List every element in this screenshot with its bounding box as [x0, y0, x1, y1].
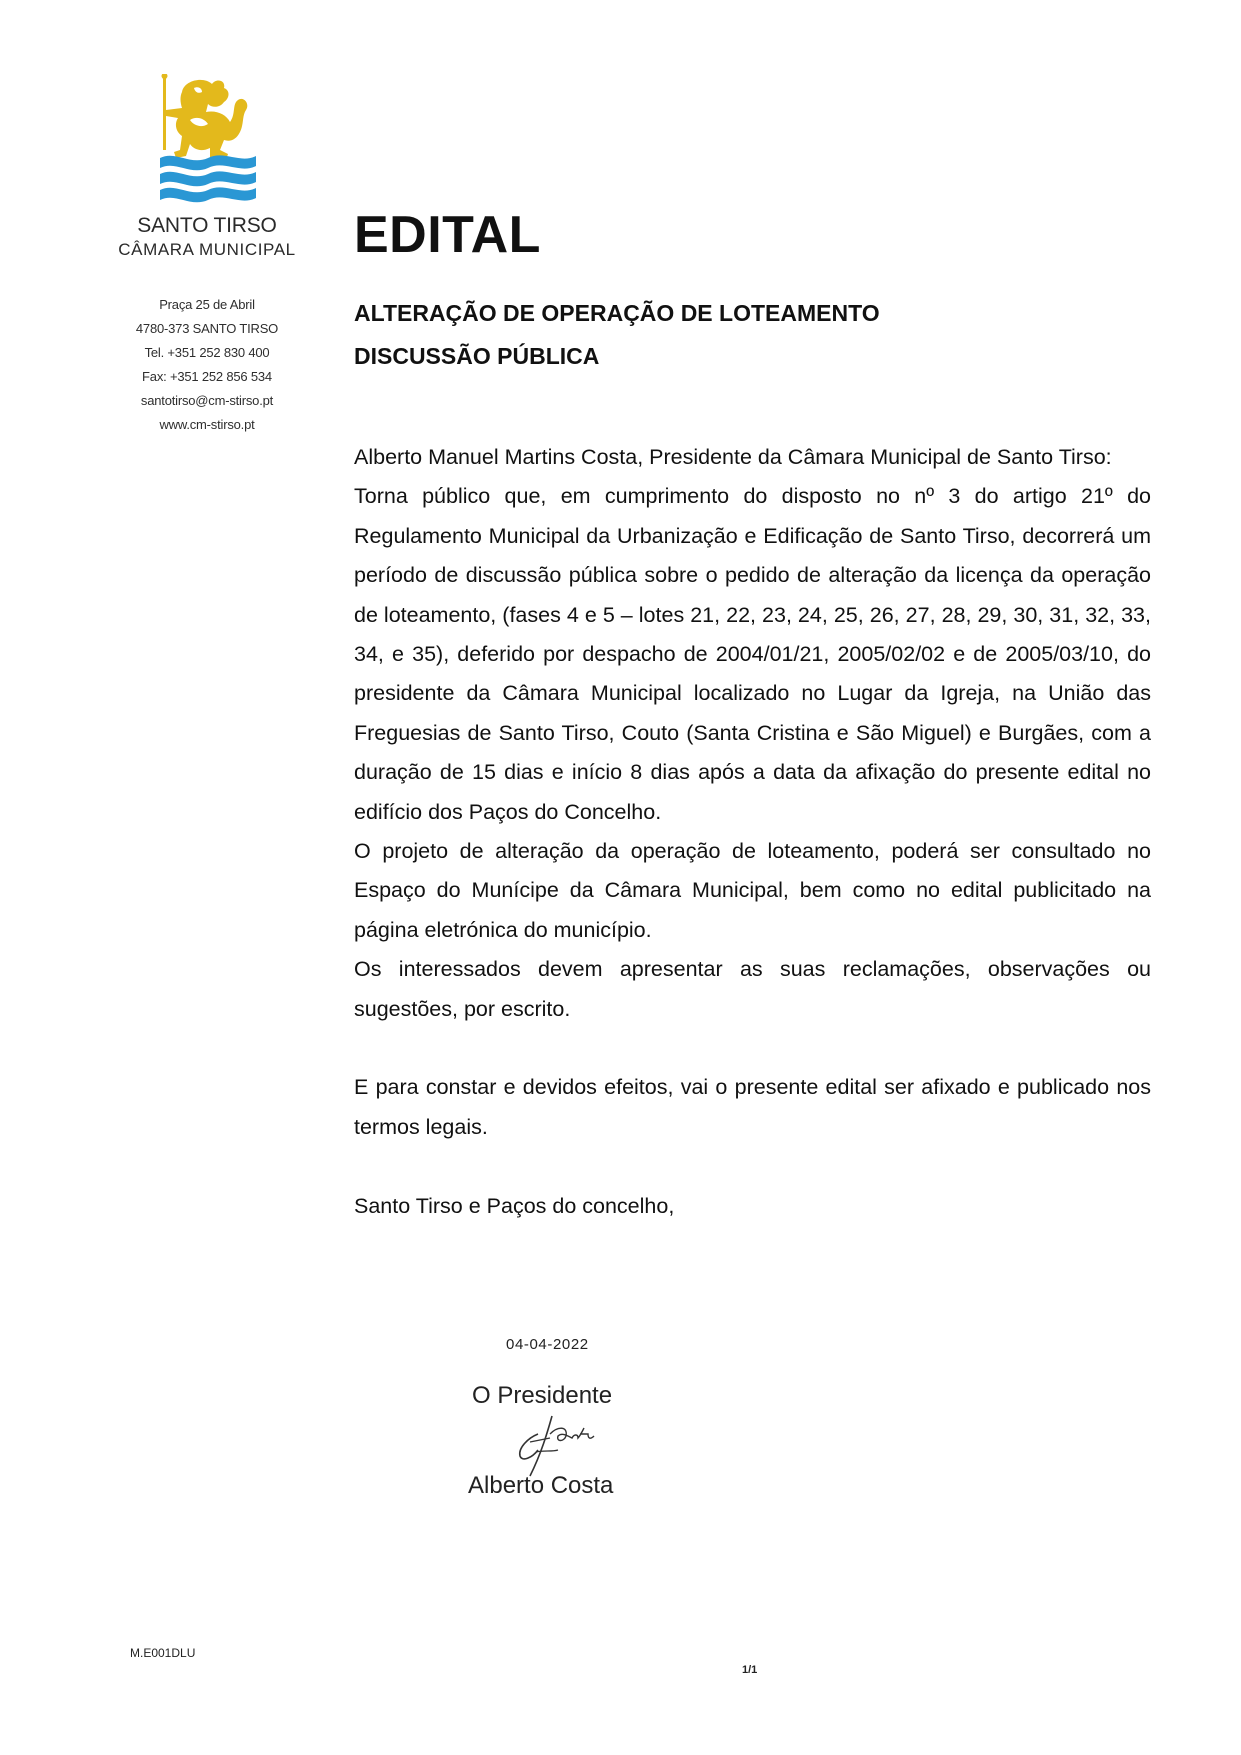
document-code: M.E001DLU — [130, 1646, 196, 1660]
document-date: 04-04-2022 — [506, 1336, 589, 1353]
signer-name: Alberto Costa — [468, 1472, 614, 1499]
org-name-line2: CÂMARA MUNICIPAL — [118, 240, 296, 259]
contact-phone: Tel. +351 252 830 400 — [144, 345, 270, 360]
org-name-line1: SANTO TIRSO — [137, 214, 277, 237]
document-title: EDITAL — [354, 206, 541, 264]
contact-email: santotirso@cm-stirso.pt — [140, 393, 274, 408]
contact-block — [112, 293, 302, 437]
page-number: 1/1 — [742, 1664, 758, 1676]
subtitle-line1: ALTERAÇÃO DE OPERAÇÃO DE LOTEAMENTO — [354, 300, 880, 326]
contact-fax: Fax: +351 252 856 534 — [142, 369, 272, 384]
paragraph-announcement: Torna público que, em cumprimento do disposto no nº 3 do artigo 21º do Regulamento Municipal da Urbanização e Edificação de Santo Tirso, decorrerá um período de discussão pública sobre o pedido de alteração da licença da operação de loteamento, (fases 4 e 5 – lotes 21, 22, 23, 24, 25, 26, 27, 28, 29, 30, 31, 32, 33, 34, e 35), deferido por despacho de 2004/01/21, 2005/02/02 e de 2005/03/10, do presidente da Câmara Municipal localizado no Lugar da Igreja, na União das Freguesias de Santo Tirso, Couto (Santa Cristina e São Miguel) e Burgães, com a duração de 15 dias e início 8 dias após a data da afixação do presente edital no edifício dos Paços do Concelho. — [354, 484, 1151, 824]
contact-website: www.cm-stirso.pt — [159, 417, 255, 432]
signer-role: O Presidente — [472, 1382, 613, 1409]
paragraph-complaints: Os interessados devem apresentar as suas reclamações, observações ou sugestões, por escrito. — [354, 957, 1151, 1021]
subtitle-line2: DISCUSSÃO PÚBLICA — [354, 343, 600, 369]
contact-address: Praça 25 de Abril — [159, 297, 255, 312]
contact-postal-code: 4780-373 SANTO TIRSO — [135, 321, 279, 336]
paragraph-intro: Alberto Manuel Martins Costa, Presidente da Câmara Municipal de Santo Tirso: — [354, 445, 1112, 469]
santo-tirso-lion-logo-icon — [160, 74, 256, 222]
handwritten-signature-icon — [508, 1412, 618, 1478]
document-body — [354, 438, 1151, 1226]
organization-name — [112, 214, 302, 262]
paragraph-place: Santo Tirso e Paços do concelho, — [354, 1193, 675, 1218]
paragraph-consultation: O projeto de alteração da operação de loteamento, poderá ser consultado no Espaço do Munícipe da Câmara Municipal, bem como no edital publicitado na página eletrónica do município. — [354, 839, 1151, 942]
paragraph-closing: E para constar e devidos efeitos, vai o presente edital ser afixado e publicado nos termos legais. — [354, 1075, 1151, 1139]
document-subtitle — [354, 292, 1151, 378]
